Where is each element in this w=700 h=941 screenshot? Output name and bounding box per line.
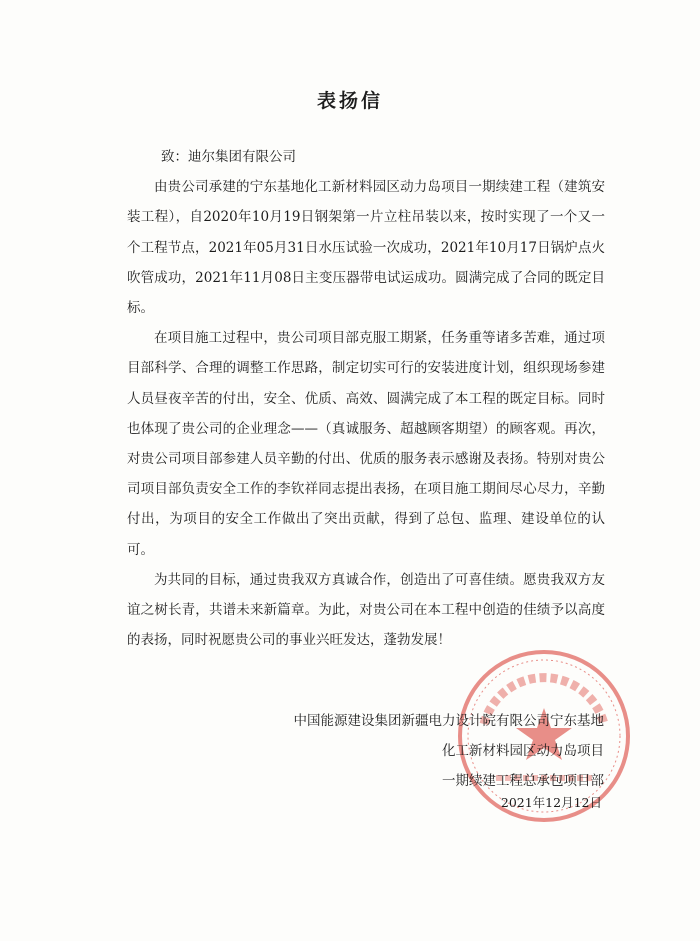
letter-body (127, 142, 605, 655)
paragraph-1: 由贵公司承建的宁东基地化工新材料园区动力岛项目一期续建工程（建筑安装工程），自2020年10月19日钢架第一片立柱吊装以来，按时实现了一个又一个工程节点，2021年05月31日水压试验一次成功，2021年10月17日锅炉点火吹管成功，2021年11月08日主变压器带电试运成功。圆满完成了合同的既定目标。 (127, 179, 605, 317)
signature-org-line-1: 中国能源建设集团新疆电力设计院有限公司宁东基地 (293, 713, 604, 729)
document-title: 表扬信 (316, 90, 383, 112)
signature-org-line-3: 一期续建工程总承包项目部 (442, 773, 604, 789)
paragraph-3: 为共同的目标，通过贵我双方真诚合作，创造出了可喜佳绩。愿贵我双方友谊之树长青，共谱未来新篇章。为此，对贵公司在本工程中创造的佳绩予以高度的表扬，同时祝愿贵公司的事业兴旺发达，蓬勃发展！ (127, 571, 605, 649)
salutation: 致：迪尔集团有限公司 (161, 149, 296, 165)
paragraph-2: 在项目施工过程中，贵公司项目部克服工期紧，任务重等诸多苦难，通过项目部科学、合理的调整工作思路，制定切实可行的安装进度计划，组织现场参建人员昼夜辛苦的付出，安全、优质、高效、圆满完成了本工程的既定目标。同时也体现了贵公司的企业理念——（真诚服务、超越顾客期望）的顾客观。再次，对贵公司项目部参建人员辛勤的付出、优质的服务表示感谢及表扬。特别对贵公司项目部负责安全工作的李钦祥同志提出表扬，在项目施工期间尽心尽力，辛勤付出，为项目的安全工作做出了突出贡献，得到了总包、监理、建设单位的认可。 (127, 330, 605, 558)
signature-block (260, 706, 604, 818)
signature-org-line-2: 化工新材料园区动力岛项目 (442, 743, 604, 759)
signature-date: 2021年12月12日 (500, 795, 602, 810)
